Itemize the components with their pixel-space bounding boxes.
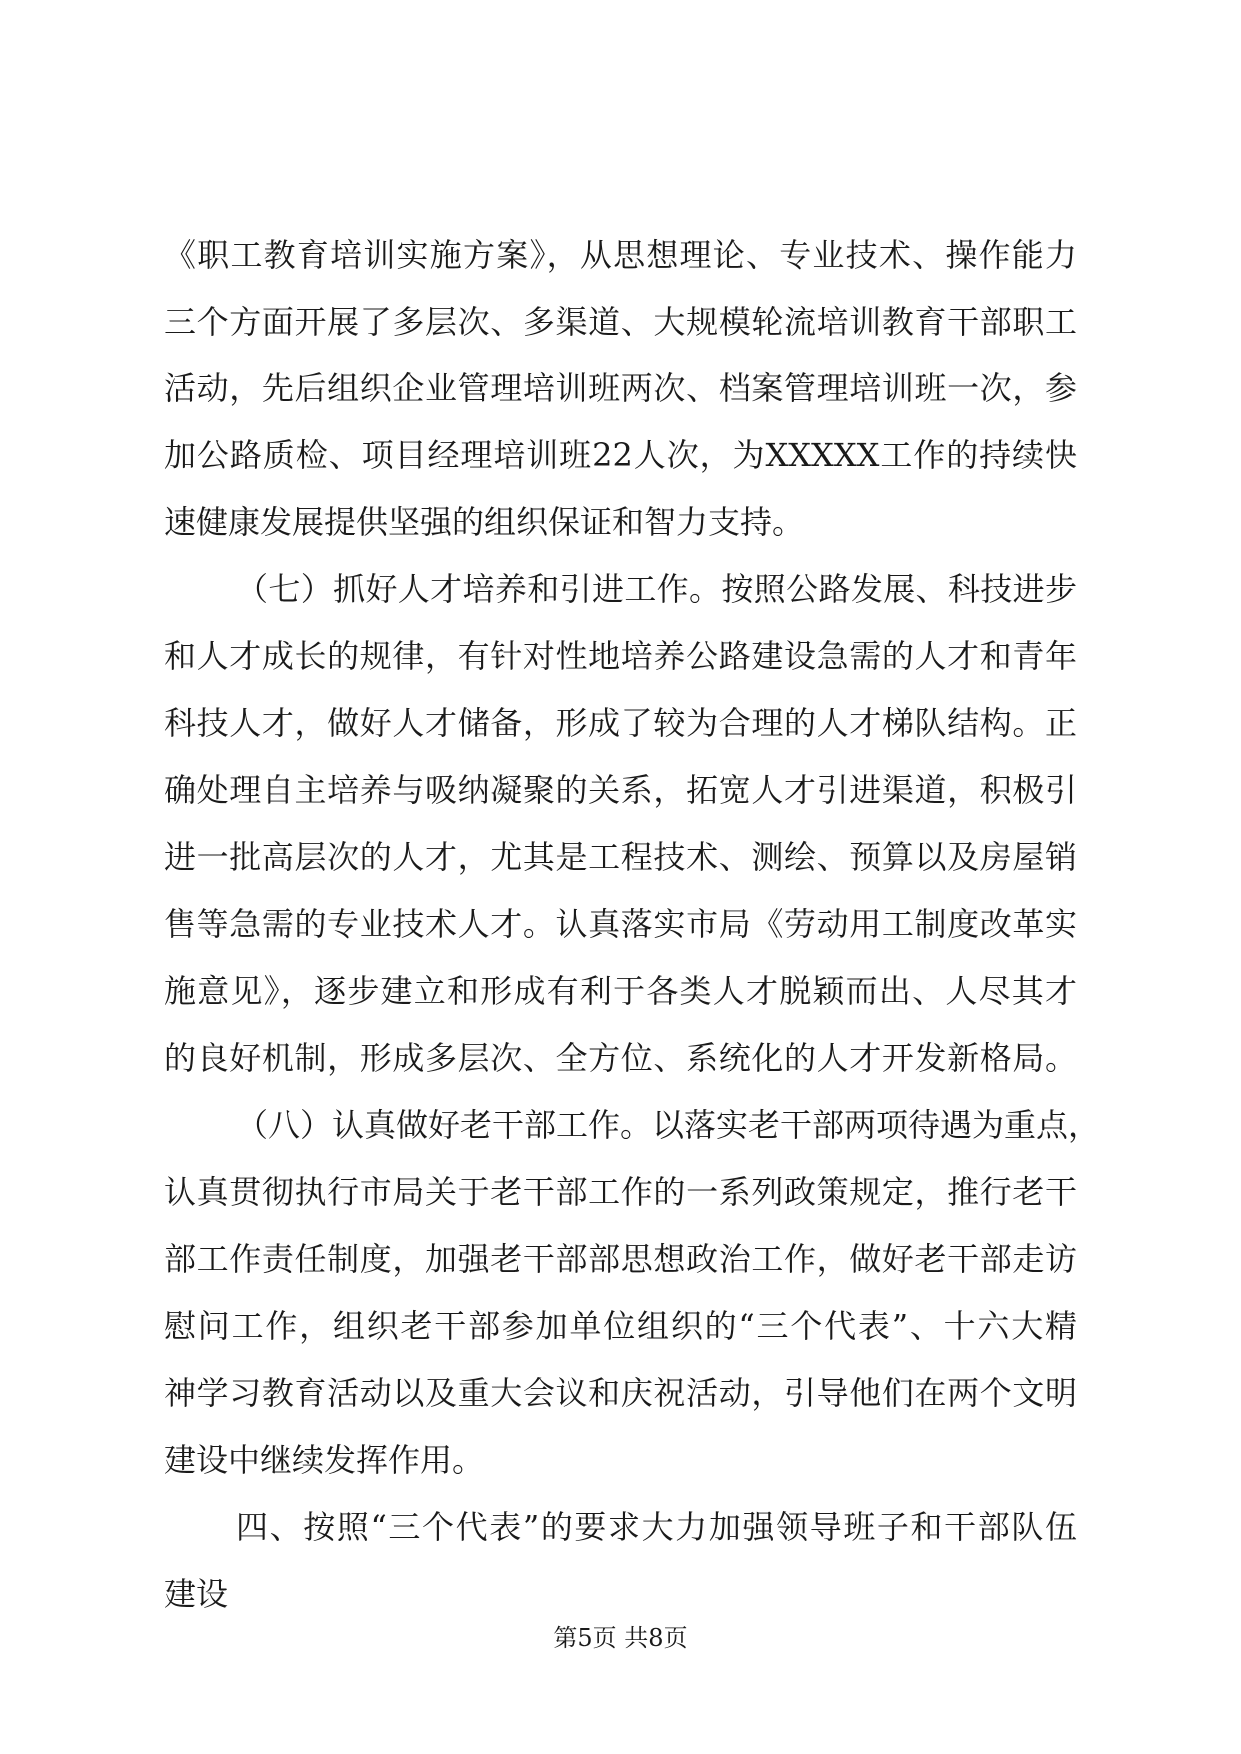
body-text-line: 进一批高层次的人才，尤其是工程技术、测绘、预算以及房屋销 bbox=[164, 838, 1077, 876]
body-text-line: 《职工教育培训实施方案》，从思想理论、专业技术、操作能力 bbox=[164, 236, 1077, 274]
body-text-line: 科技人才，做好人才储备，形成了较为合理的人才梯队结构。正 bbox=[164, 704, 1077, 742]
body-text-line: 和人才成长的规律，有针对性地培养公路建设急需的人才和青年 bbox=[164, 637, 1077, 675]
section-heading-line: 建设 bbox=[164, 1575, 229, 1613]
body-text-line: 神学习教育活动以及重大会议和庆祝活动，引导他们在两个文明 bbox=[164, 1374, 1077, 1412]
body-text-line: 部工作责任制度，加强老干部部思想政治工作，做好老干部走访 bbox=[164, 1240, 1077, 1278]
body-text-line: 确处理自主培养与吸纳凝聚的关系，拓宽人才引进渠道，积极引 bbox=[164, 771, 1077, 809]
body-text-line: 的良好机制，形成多层次、全方位、系统化的人才开发新格局。 bbox=[164, 1039, 1077, 1077]
body-text-line: 售等急需的专业技术人才。认真落实市局《劳动用工制度改革实 bbox=[164, 905, 1077, 943]
body-text-line: 施意见》，逐步建立和形成有利于各类人才脱颖而出、人尽其才 bbox=[164, 972, 1077, 1010]
body-text-line: 速健康发展提供坚强的组织保证和智力支持。 bbox=[164, 503, 805, 541]
body-text-line: 活动，先后组织企业管理培训班两次、档案管理培训班一次，参 bbox=[164, 369, 1077, 407]
body-text-line: 三个方面开展了多层次、多渠道、大规模轮流培训教育干部职工 bbox=[164, 303, 1077, 341]
body-text-line: 建设中继续发挥作用。 bbox=[164, 1441, 485, 1479]
body-text-line: 慰问工作，组织老干部参加单位组织的“三个代表”、十六大精 bbox=[164, 1307, 1077, 1345]
section-heading-line: 四、按照“三个代表”的要求大力加强领导班子和干部队伍 bbox=[236, 1508, 1077, 1546]
page-number-footer: 第5页 共8页 bbox=[553, 1624, 688, 1652]
section-heading-line: （八）认真做好老干部工作。以落实老干部两项待遇为重点， bbox=[236, 1106, 1101, 1144]
body-text-line: 加公路质检、项目经理培训班22人次，为XXXXX工作的持续快 bbox=[164, 436, 1077, 474]
body-text-line: 认真贯彻执行市局关于老干部工作的一系列政策规定，推行老干 bbox=[164, 1173, 1077, 1211]
section-heading-line: （七）抓好人才培养和引进工作。按照公路发展、科技进步 bbox=[236, 570, 1077, 608]
